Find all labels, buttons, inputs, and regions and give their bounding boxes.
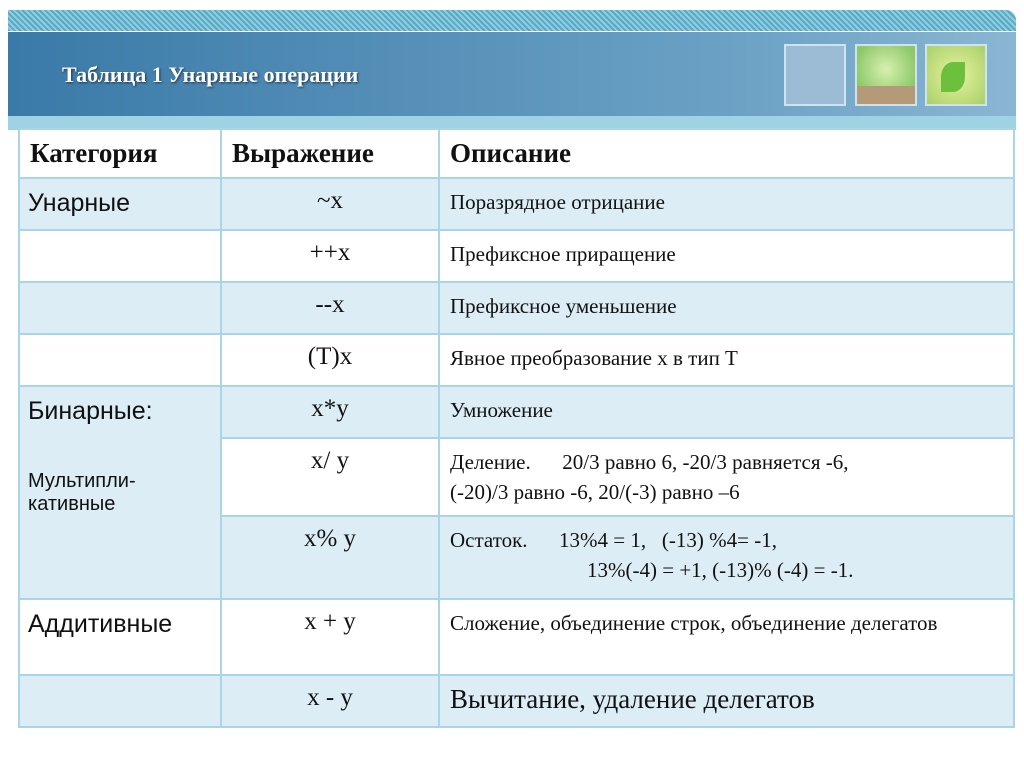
expression-cell: x*y (221, 386, 439, 438)
description-cell (439, 516, 1014, 599)
description-line: Остаток. 13%4 = 1, (-13) %4= -1, (450, 528, 777, 552)
description-cell: Префиксное приращение (439, 230, 1014, 282)
description-cell: Явное преобразование x в тип T (439, 334, 1014, 386)
category-cell-binary (19, 386, 221, 599)
description-line: Деление. 20/3 равно 6, -20/3 равняется -6, (450, 450, 849, 474)
table-row (19, 282, 1014, 334)
expression-cell: x + y (221, 599, 439, 675)
table-row (19, 230, 1014, 282)
header-category: Категория (19, 129, 221, 178)
category-sublabel: Мультипли-кативные (28, 470, 136, 515)
decor-square-image (784, 44, 846, 106)
expression-cell: x% y (221, 516, 439, 599)
category-cell (19, 334, 221, 386)
header-hatch-stripe (8, 10, 1016, 31)
table-header-row (19, 129, 1014, 178)
category-cell: Унарные (19, 178, 221, 230)
description-cell (439, 438, 1014, 516)
header-description: Описание (439, 129, 1014, 178)
table-row (19, 334, 1014, 386)
category-label: Бинарные: (28, 397, 153, 425)
description-cell: Сложение, объединение строк, объединение делегатов (439, 599, 1014, 675)
sprout-image (855, 44, 917, 106)
description-cell: Вычитание, удаление делегатов (439, 675, 1014, 727)
category-cell (19, 282, 221, 334)
table-row (19, 599, 1014, 675)
description-cell: Префиксное уменьшение (439, 282, 1014, 334)
category-cell: Аддитивные (19, 599, 221, 675)
table-row (19, 178, 1014, 230)
description-line: 13%(-4) = +1, (-13)% (-4) = -1. (587, 558, 854, 582)
expression-cell: x/ y (221, 438, 439, 516)
description-line: (-20)/3 равно -6, 20/(-3) равно –6 (450, 480, 740, 504)
expression-cell: x - y (221, 675, 439, 727)
category-cell (19, 675, 221, 727)
table-row (19, 675, 1014, 727)
slide-title: Таблица 1 Унарные операции (62, 62, 359, 87)
description-cell: Поразрядное отрицание (439, 178, 1014, 230)
expression-cell: ++x (221, 230, 439, 282)
expression-cell: (T)x (221, 334, 439, 386)
leaf-image (925, 44, 987, 106)
table-row (19, 386, 1014, 438)
category-cell (19, 230, 221, 282)
description-cell: Умножение (439, 386, 1014, 438)
header-expression: Выражение (221, 129, 439, 178)
expression-cell: --x (221, 282, 439, 334)
expression-cell: ~x (221, 178, 439, 230)
operations-table (18, 128, 1015, 728)
